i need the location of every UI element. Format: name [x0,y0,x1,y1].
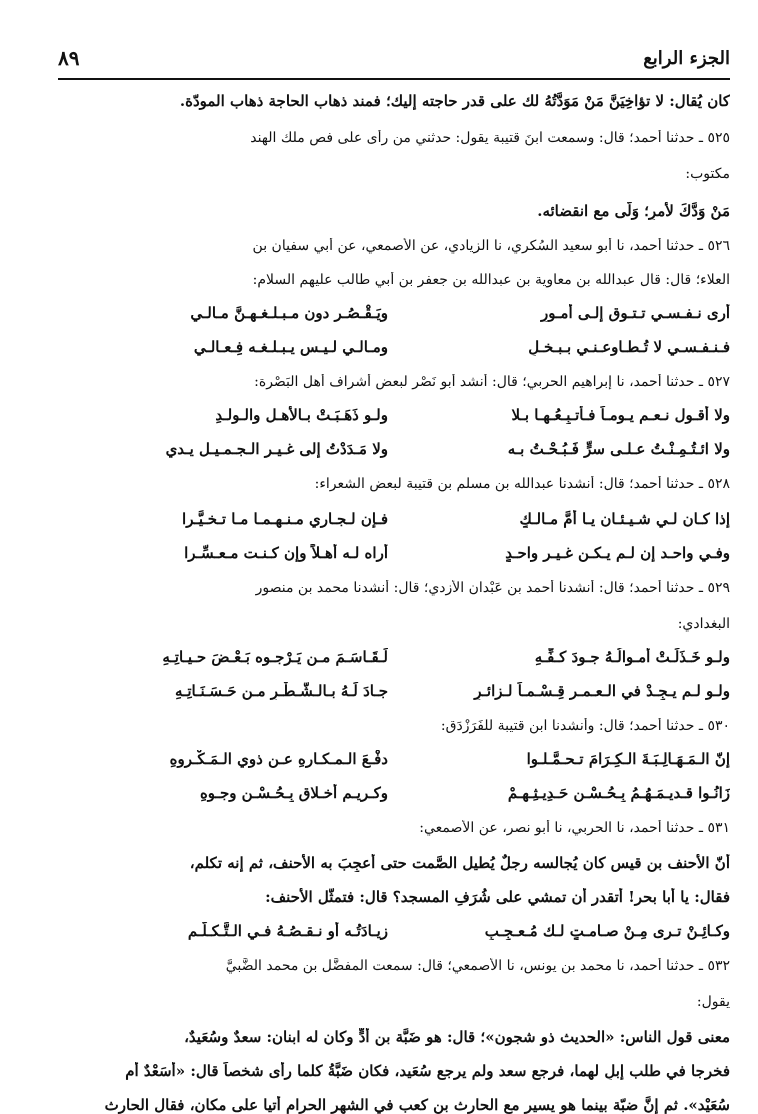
running-title: الجزء الرابع [643,48,730,69]
verse-second-hemistich: زيـادَتُـه أو نـقـصُـهُ فـي الـتَّـكـلُّـمِ [187,922,388,940]
text-line: مكتوب: [685,166,730,182]
text-line: فخرجا في طلب إبلٍ لهما، فرجع سعد ولم يرجع سُعَيد، فكان ضَبَّةُ كلما رأى شخصاً قال: «أسَعْدٌ أم [125,1062,730,1080]
verse-first-hemistich: ولا ائـتُـمِـنْـتُ عـلـى سرٍّ فَـبُـحْـتُ بـه [507,440,730,458]
verse-first-hemistich: ولـو خَـذَلَـتْ أمـوالُـهُ جـودَ كـفِّـهِ [534,648,730,666]
text-line: البغدادي: [677,616,730,632]
verse-second-hemistich: فـإن لـجـاري مـنـهـمـا مـا تـخـيَّـرا [182,510,388,528]
text-line: ٥٢٥ ـ حدثنا أحمد؛ قال: وسمعت ابنَ قتيبة يقول: حدثني من رأى على فص ملك الهند [250,130,730,146]
verse-first-hemistich: أرى نـفـسـي تـتـوق إلـى أمـورٍ [541,304,730,322]
verse-line [58,440,730,464]
verse-first-hemistich: إنّ الـمَـهَـالِـبَـةَ الـكِـرَامَ تـحـمَّـلـوا [526,750,730,768]
verse-second-hemistich: دفْـعَ الـمـكـارهِ عـن ذوي الـمَـكْـروهِ [169,750,388,768]
verse-second-hemistich: وكـريـمِ أخـلاقٍ بِـحُـسْـنِ وجـوهِ [199,784,388,802]
text-line: ٥٣١ ـ حدثنا أحمد، نا الحربي، نا أبو نصر، عن الأصمعي: [419,820,730,836]
text-line: ٥٢٨ ـ حدثنا أحمد؛ قال: أنشدنا عبدالله بن مسلم بن قتيبة لبعض الشعراء: [314,476,730,492]
verse-first-hemistich: إذا كـان لـي شـيـئـان يـا أمَّ مـالـكٍ [519,510,730,528]
verse-line [58,922,730,946]
verse-first-hemistich: ولا أقـول نـعـم يـومـاً فـأُتـبِـعُـهـا بـلا [511,406,730,424]
verse-line [58,544,730,568]
text-line: يقول: [696,994,730,1010]
text-line: ٥٢٦ ـ حدثنا أحمد، نا أبو سعيد السُكري، نا الزيادي، عن الأصمعي، عن أبي سفيان بن [252,238,730,254]
verse-line [58,682,730,706]
verse-second-hemistich: ومـالـي لـيـس يـبـلـغـه فِـعـالـي [193,338,388,356]
verse-second-hemistich: ولـو ذَهَـبَـتْ بـالأهـل والـولـدِ [215,406,388,424]
verse-line [58,648,730,672]
verse-line [58,784,730,808]
verse-line [58,338,730,362]
text-line: ٥٣٠ ـ حدثنا أحمد؛ قال: وأنشدنا ابن قتيبة للفَرَزْدَق: [440,718,730,734]
text-line: أنّ الأحنف بن قيس كان يُجالسه رجلٌ يُطيل الصَّمت حتى أُعجِبَ به الأحنف، ثم إنه تكلم، [189,854,730,872]
verse-line [58,750,730,774]
text-line: ٥٣٢ ـ حدثنا أحمد، نا محمد بن يونس، نا الأصمعي؛ قال: سمعت المفضَّل بن محمد الضَّبيَّ [225,958,730,974]
verse-first-hemistich: وفـي واحـد إن لـم يـكـن غـيـر واحـدٍ [505,544,730,562]
verse-first-hemistich: فـنـفـسـي لا تُـطـاوعـنـي بـبـخـلٍ [528,338,730,356]
text-line: مَنْ وَدَّكَ لأمرٍ؛ وَلّى مع انقضائه. [537,202,730,220]
text-line: معنى قول الناس: «الحديث ذو شجون»؛ قال: هو ضَبَّة بن أُدٍّ وكان له ابنان: سعدٌ وسُعَيدٌ، [184,1028,730,1046]
verse-first-hemistich: وكـائِـنْ تـرى مِـنْ صـامـتٍ لـك مُـعـجِـبٍ [484,922,730,940]
text-line: ٥٢٧ ـ حدثنا أحمد، نا إبراهيم الحربي؛ قال: أنشد أبو نَصْر لبعض أشراف أهل البَصْرة: [254,374,730,390]
verse-first-hemistich: زَانُـوا قـديـمَـهُـمُ بِـحُـسْـنِ حَـدِيـثِـهِـمْ [507,784,730,802]
verse-second-hemistich: جـادَ لَـهُ بـالـشَّـطْـرِ مـن حَـسَـنَـاتِـهِ [174,682,388,700]
verse-line [58,406,730,430]
page-header [58,40,730,80]
verse-second-hemistich: لَـقَـاسَـمَ مـن يَـرْجـوه بَـعْـضَ حـيـاتِـهِ [162,648,388,666]
text-line: فقال: يا أبا بحر! أتقدر أن تمشي على شُرَفِ المسجد؟ قال: فتمثَّل الأحنف: [265,888,730,906]
verse-first-hemistich: ولـو لـم يـجِـدْ في الـعـمـر قِـسْـمـاً لـزائـرٍ [474,682,730,700]
verse-line [58,304,730,328]
text-line: كان يُقال: لا تؤاخِيَنَّ مَنْ مَوَدَّتُهُ لك على قدر حاجته إليك؛ فمند ذهاب الحاجة ذهاب المودّة. [179,92,730,110]
verse-second-hemistich: ويَـقْـصُـر دون مـبـلـغـهـنَّ مـالـي [190,304,388,322]
page-number: ٨٩ [58,46,80,70]
text-line: ٥٢٩ ـ حدثنا أحمد؛ قال: أنشدنا أحمد بن عَبْدان الأزدي؛ قال: أنشدنا محمد بن منصور [255,580,730,596]
verse-second-hemistich: أراه لـه أهـلاً وإن كـنـت مـعـسِّـرا [184,544,388,562]
verse-second-hemistich: ولا مَـدَدْتُ إلى غـيـر الـجـمـيـل يـدي [165,440,388,458]
text-line: العلاء؛ قال: قال عبدالله بن معاوية بن عبدالله بن جعفر بن أبي طالب عليهم السلام: [252,272,730,288]
verse-line [58,510,730,534]
text-line: سُعَيْد». ثم إنَّ ضبّة بينما هو يسير مع الحارث بن كعب في الشهر الحرام أتيا على مكان، فقال الحارث [104,1096,730,1114]
